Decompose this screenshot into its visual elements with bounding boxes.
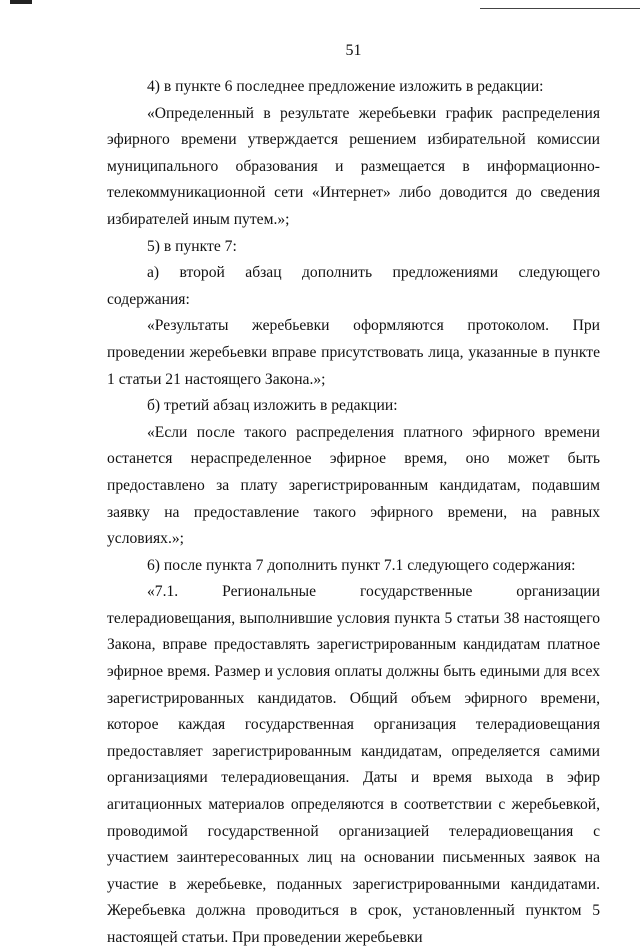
paragraph-item-4: 4) в пункте 6 последнее предложение изложить в редакции: [147, 78, 544, 95]
paragraph-quote-protocol: «Результаты жеребьевки оформляются протоколом. При проведении жеребьевки вправе присутствовать лица, указанные в пункте 1 статьи 21 настоящего Закона.»; [107, 317, 600, 388]
paragraph-subitem-a: а) второй абзац дополнить предложениями следующего содержания: [107, 264, 600, 308]
header-rule [480, 8, 640, 9]
paragraph-quote-unallocated-time: «Если после такого распределения платного эфирного времени останется нераспределенное эфирное время, оно может быть предоставлено за плату зарегистрированным кандидатам, подавшим заявку на предоставление такого эфирного времени, на равных условиях.»; [107, 423, 600, 548]
scan-edge-mark [10, 0, 32, 4]
paragraph-item-6: 6) после пункта 7 дополнить пункт 7.1 следующего содержания: [147, 556, 576, 574]
paragraph-subitem-b: б) третий абзац изложить в редакции: [147, 397, 398, 415]
page-number: 51 [345, 42, 362, 59]
paragraph-item-5: 5) в пункте 7: [147, 237, 237, 255]
paragraph-quote-schedule: «Определенный в результате жеребьевки график распределения эфирного времени утверждается решением избирательной комиссии муниципального образования и размещается в информационно-телекоммуникационной сети «Интернет» либо доводится до сведения избирателей иным путем.»; [107, 104, 600, 228]
document-body [107, 74, 600, 952]
paragraph-quote-7-1: «7.1. Региональные государственные организации телерадиовещания, выполнившие условия пункта 5 статьи 38 настоящего Закона, вправе предоставлять зарегистрированным кандидатам платное эфирное время. Размер и условия оплаты должны быть едиными для всех зарегистрированных кандидатов. Общий объем эфирного времени, которое каждая государственная организация телерадиовещания предоставляет зарегистрированным кандидатам, определяется самими организациями телерадиовещания. Даты и время выхода в эфир агитационных материалов определяются в соответствии с жеребьевкой, проводимой государственной организацией телерадиовещания с участием заинтересованных лиц на основании письменных заявок на участие в жеребьевке, поданных зарегистрированными кандидатами. Жеребьевка должна проводиться в срок, установленный пунктом 5 настоящей статьи. При проведении жеребьевки [107, 583, 600, 946]
